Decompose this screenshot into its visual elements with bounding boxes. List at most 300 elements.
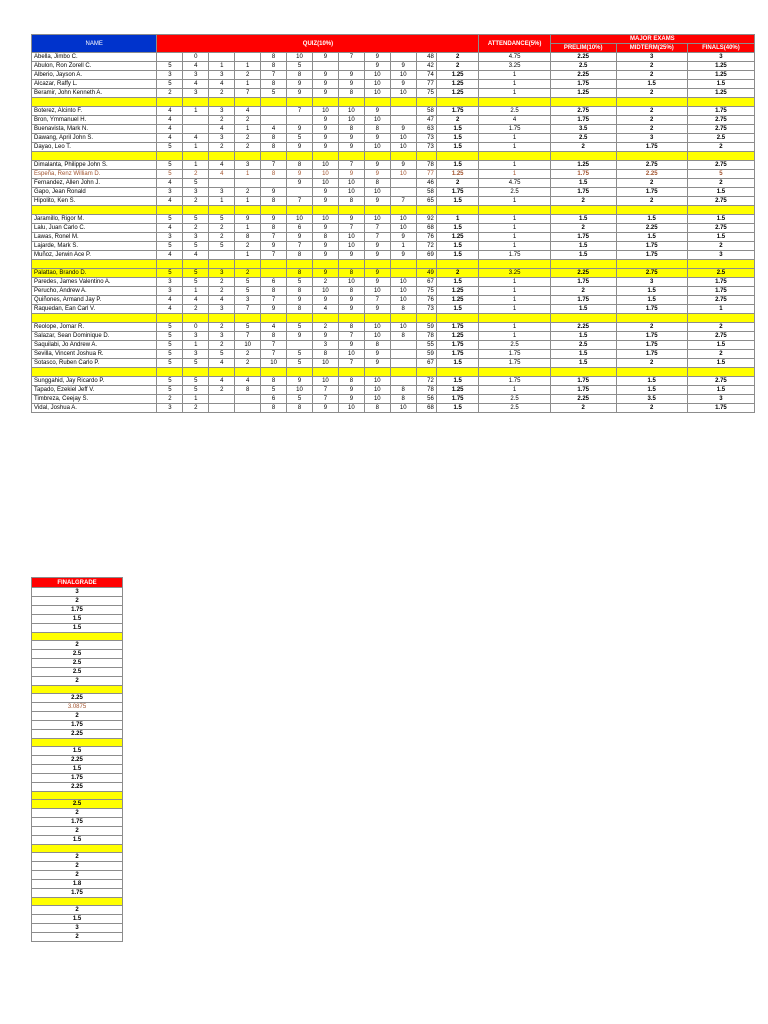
quiz-score: 10	[390, 404, 416, 413]
quiz-score: 1	[235, 197, 261, 206]
quiz-grade: 2	[436, 269, 479, 278]
quiz-score: 2	[157, 395, 183, 404]
prelim-grade: 3.5	[550, 125, 616, 134]
quiz-score: 7	[287, 242, 313, 251]
quiz-score: 8	[287, 269, 313, 278]
quiz-score: 10	[312, 107, 338, 116]
final-grade-value	[32, 686, 123, 694]
quiz-score: 7	[364, 233, 390, 242]
separator-cell	[436, 368, 479, 377]
quiz-score: 10	[338, 107, 364, 116]
quiz-score: 2	[209, 224, 235, 233]
quiz-score: 7	[261, 233, 287, 242]
quiz-score: 9	[287, 377, 313, 386]
quiz-total: 78	[416, 386, 436, 395]
final-grade-value: 1.75	[32, 606, 123, 615]
quiz-total: 72	[416, 377, 436, 386]
quiz-score: 10	[287, 386, 313, 395]
separator-cell	[550, 260, 616, 269]
quiz-score: 4	[157, 179, 183, 188]
final-grade-value: 1.5	[32, 747, 123, 756]
quiz-score: 10	[364, 386, 390, 395]
quiz-grade: 1.25	[436, 71, 479, 80]
student-row	[32, 197, 755, 206]
final-grade-row	[32, 615, 123, 624]
quiz-total: 63	[416, 125, 436, 134]
student-row	[32, 341, 755, 350]
student-row	[32, 89, 755, 98]
quiz-score: 8	[338, 323, 364, 332]
quiz-score: 3	[183, 350, 209, 359]
midterm-grade: 3	[616, 53, 687, 62]
student-row	[32, 62, 755, 71]
quiz-score: 9	[364, 359, 390, 368]
quiz-score: 2	[183, 404, 209, 413]
separator-cell	[32, 98, 157, 107]
prelim-grade: 1.25	[550, 161, 616, 170]
final-grade-value: 1.5	[32, 765, 123, 774]
quiz-total: 56	[416, 395, 436, 404]
final-grade-separator	[32, 792, 123, 800]
quiz-grade: 1.25	[436, 233, 479, 242]
separator-cell	[32, 260, 157, 269]
prelim-header: PRELIM(10%)	[550, 44, 616, 53]
midterm-grade: 1.75	[616, 305, 687, 314]
quiz-score	[390, 53, 416, 62]
quiz-score	[390, 269, 416, 278]
finals-grade: 2.75	[687, 296, 754, 305]
final-grade-separator	[32, 845, 123, 853]
quiz-score: 2	[235, 242, 261, 251]
separator-cell	[32, 368, 157, 377]
prelim-grade: 1.75	[550, 80, 616, 89]
quiz-score: 8	[261, 197, 287, 206]
quiz-score: 5	[183, 242, 209, 251]
student-name: Alcazar, Raffy L.	[32, 80, 157, 89]
quiz-score: 5	[157, 323, 183, 332]
quiz-score: 5	[157, 242, 183, 251]
quiz-score: 9	[261, 188, 287, 197]
quiz-score: 7	[261, 161, 287, 170]
student-name: Jaramillo, Rigor M.	[32, 215, 157, 224]
final-grade-value: 1.75	[32, 721, 123, 730]
name-header: NAME	[32, 35, 157, 53]
finals-grade: 2.5	[687, 269, 754, 278]
quiz-score: 6	[287, 224, 313, 233]
final-grade-row	[32, 836, 123, 845]
separator-cell	[183, 152, 209, 161]
final-grade-row	[32, 624, 123, 633]
quiz-score	[390, 359, 416, 368]
finals-grade: 2.75	[687, 332, 754, 341]
quiz-total: 68	[416, 404, 436, 413]
student-name: Abulon, Ron Zorell C.	[32, 62, 157, 71]
quiz-score: 10	[364, 188, 390, 197]
separator-cell	[436, 260, 479, 269]
final-grade-row	[32, 853, 123, 862]
student-name: Sunggahid, Jay Ricardo P.	[32, 377, 157, 386]
prelim-grade: 1.5	[550, 242, 616, 251]
quiz-total: 72	[416, 242, 436, 251]
quiz-score: 8	[261, 224, 287, 233]
midterm-grade: 1.5	[616, 80, 687, 89]
quiz-score: 6	[261, 395, 287, 404]
quiz-score: 9	[287, 125, 313, 134]
final-grade-row	[32, 765, 123, 774]
midterm-grade: 2	[616, 125, 687, 134]
quiz-score	[261, 179, 287, 188]
quiz-score: 5	[287, 62, 313, 71]
quiz-score: 9	[338, 170, 364, 179]
quiz-grade: 1.25	[436, 386, 479, 395]
separator-cell	[436, 314, 479, 323]
final-grade-row	[32, 721, 123, 730]
quiz-score	[183, 116, 209, 125]
student-name: Reolope, Jomar R.	[32, 323, 157, 332]
quiz-score: 5	[261, 386, 287, 395]
quiz-score: 8	[261, 332, 287, 341]
finals-grade: 1.5	[687, 80, 754, 89]
final-grade-row	[32, 800, 123, 809]
final-grade-value: 1.75	[32, 774, 123, 783]
quiz-score: 9	[261, 242, 287, 251]
separator-cell	[616, 368, 687, 377]
quiz-score: 10	[364, 80, 390, 89]
quiz-grade: 2	[436, 179, 479, 188]
separator-cell	[390, 260, 416, 269]
midterm-header: MIDTERM(25%)	[616, 44, 687, 53]
prelim-grade: 2.25	[550, 269, 616, 278]
quiz-score: 5	[157, 62, 183, 71]
separator-cell	[436, 98, 479, 107]
quiz-total: 75	[416, 287, 436, 296]
final-grade-value: 2.25	[32, 756, 123, 765]
quiz-grade: 1.25	[436, 332, 479, 341]
final-grade-value: 3	[32, 588, 123, 597]
quiz-score: 8	[261, 134, 287, 143]
prelim-grade: 2.5	[550, 341, 616, 350]
attendance-grade: 1.75	[479, 377, 550, 386]
prelim-grade: 1.5	[550, 359, 616, 368]
quiz-score: 10	[364, 215, 390, 224]
attendance-grade: 1	[479, 143, 550, 152]
midterm-grade: 1.75	[616, 350, 687, 359]
quiz-score	[390, 107, 416, 116]
quiz-score: 5	[157, 215, 183, 224]
separator-cell	[479, 314, 550, 323]
quiz-grade: 1.5	[436, 404, 479, 413]
quiz-score: 5	[183, 215, 209, 224]
quiz-score: 9	[338, 134, 364, 143]
final-grade-header-row	[32, 578, 123, 588]
quiz-grade: 2	[436, 53, 479, 62]
quiz-total: 78	[416, 332, 436, 341]
student-row	[32, 332, 755, 341]
separator-cell	[235, 98, 261, 107]
midterm-grade: 2.25	[616, 224, 687, 233]
quiz-score: 8	[364, 404, 390, 413]
separator-cell	[416, 152, 436, 161]
student-row	[32, 125, 755, 134]
student-name: Perucho, Andrew A.	[32, 287, 157, 296]
final-grade-row	[32, 650, 123, 659]
student-name: Dawang, April John S.	[32, 134, 157, 143]
quiz-grade: 1.5	[436, 134, 479, 143]
midterm-grade: 2.75	[616, 269, 687, 278]
quiz-score: 2	[183, 305, 209, 314]
quiz-score: 4	[157, 224, 183, 233]
quiz-grade: 1.75	[436, 188, 479, 197]
prelim-grade: 1.75	[550, 116, 616, 125]
student-name: Lawas, Ronel M.	[32, 233, 157, 242]
student-name: Tapado, Ezekiel Jeff V.	[32, 386, 157, 395]
final-grade-row	[32, 606, 123, 615]
quiz-score	[209, 179, 235, 188]
attendance-grade: 1	[479, 134, 550, 143]
quiz-total: 75	[416, 89, 436, 98]
quiz-grade: 1.5	[436, 251, 479, 260]
separator-cell	[338, 368, 364, 377]
quiz-score: 8	[338, 125, 364, 134]
prelim-grade: 2.25	[550, 53, 616, 62]
quiz-grade: 1.5	[436, 125, 479, 134]
final-grade-row	[32, 703, 123, 712]
midterm-grade: 1.5	[616, 215, 687, 224]
quiz-score	[209, 53, 235, 62]
separator-cell	[364, 152, 390, 161]
group-separator-row	[32, 314, 755, 323]
attendance-grade: 1	[479, 296, 550, 305]
student-name: Buenavista, Mark N.	[32, 125, 157, 134]
quiz-score	[183, 125, 209, 134]
quiz-score	[261, 116, 287, 125]
finals-grade: 1.25	[687, 62, 754, 71]
separator-cell	[261, 368, 287, 377]
final-grade-row	[32, 906, 123, 915]
prelim-grade: 1.5	[550, 305, 616, 314]
separator-cell	[479, 152, 550, 161]
quiz-score: 9	[364, 134, 390, 143]
quiz-score: 9	[338, 143, 364, 152]
quiz-score: 7	[235, 332, 261, 341]
quiz-score: 10	[364, 377, 390, 386]
quiz-score: 2	[235, 134, 261, 143]
quiz-score: 9	[364, 62, 390, 71]
quiz-score: 2	[235, 188, 261, 197]
quiz-score: 9	[287, 89, 313, 98]
final-grade-value: 2.25	[32, 694, 123, 703]
quiz-score: 5	[209, 350, 235, 359]
quiz-score	[235, 404, 261, 413]
prelim-grade: 2.25	[550, 395, 616, 404]
final-grade-value: 2	[32, 906, 123, 915]
quiz-score: 5	[157, 143, 183, 152]
prelim-grade: 1.75	[550, 296, 616, 305]
student-name: Paredes, James Valentino A.	[32, 278, 157, 287]
separator-cell	[390, 314, 416, 323]
quiz-header: QUIZ(10%)	[157, 35, 479, 53]
quiz-score: 9	[364, 197, 390, 206]
quiz-score: 4	[209, 296, 235, 305]
quiz-score: 9	[287, 233, 313, 242]
quiz-grade: 2	[436, 62, 479, 71]
quiz-score: 5	[157, 332, 183, 341]
quiz-score: 10	[338, 179, 364, 188]
quiz-score: 8	[390, 305, 416, 314]
midterm-grade: 3.5	[616, 395, 687, 404]
student-name: Alberio, Jayson A.	[32, 71, 157, 80]
quiz-score: 2	[235, 71, 261, 80]
separator-cell	[312, 368, 338, 377]
student-row	[32, 170, 755, 179]
separator-cell	[550, 98, 616, 107]
quiz-score: 2	[312, 278, 338, 287]
quiz-score: 8	[235, 233, 261, 242]
midterm-grade: 2	[616, 359, 687, 368]
student-row	[32, 359, 755, 368]
separator-cell	[32, 152, 157, 161]
quiz-score: 2	[209, 116, 235, 125]
prelim-grade: 1.5	[550, 350, 616, 359]
quiz-score: 9	[338, 341, 364, 350]
quiz-grade: 1.5	[436, 359, 479, 368]
quiz-score: 9	[312, 116, 338, 125]
quiz-score: 8	[261, 404, 287, 413]
separator-cell	[261, 206, 287, 215]
finals-grade: 2.75	[687, 197, 754, 206]
quiz-score: 2	[183, 197, 209, 206]
quiz-score: 9	[235, 215, 261, 224]
separator-cell	[687, 368, 754, 377]
attendance-grade: 2.5	[479, 188, 550, 197]
quiz-score: 10	[338, 233, 364, 242]
prelim-grade: 1.5	[550, 179, 616, 188]
final-grade-value: 1.75	[32, 889, 123, 898]
attendance-grade: 1	[479, 197, 550, 206]
quiz-score: 9	[312, 89, 338, 98]
separator-cell	[287, 206, 313, 215]
quiz-score: 10	[338, 278, 364, 287]
quiz-score: 10	[364, 116, 390, 125]
quiz-grade: 1.25	[436, 287, 479, 296]
separator-cell	[157, 314, 183, 323]
midterm-grade: 1.5	[616, 377, 687, 386]
quiz-score: 8	[287, 71, 313, 80]
quiz-score: 5	[287, 359, 313, 368]
final-grade-table	[31, 577, 123, 942]
separator-cell	[687, 98, 754, 107]
final-grade-value: 3	[32, 924, 123, 933]
finals-grade: 2	[687, 350, 754, 359]
quiz-grade: 1.75	[436, 107, 479, 116]
quiz-score: 3	[209, 134, 235, 143]
quiz-total: 69	[416, 251, 436, 260]
student-name: Timbreza, Ceejay S.	[32, 395, 157, 404]
student-name: Dayao, Leo T.	[32, 143, 157, 152]
group-separator-row	[32, 206, 755, 215]
quiz-score: 4	[183, 80, 209, 89]
final-grade-value: 1.8	[32, 880, 123, 889]
quiz-score: 9	[390, 80, 416, 89]
separator-cell	[261, 98, 287, 107]
quiz-score: 5	[261, 89, 287, 98]
separator-cell	[390, 98, 416, 107]
prelim-grade: 1.75	[550, 386, 616, 395]
quiz-score	[287, 341, 313, 350]
finals-grade: 1.5	[687, 341, 754, 350]
quiz-grade: 1.5	[436, 143, 479, 152]
separator-cell	[550, 314, 616, 323]
quiz-score: 8	[364, 179, 390, 188]
final-grade-row	[32, 694, 123, 703]
prelim-grade: 2	[550, 224, 616, 233]
quiz-total: 48	[416, 53, 436, 62]
student-name: Abella, Jimbo C.	[32, 53, 157, 62]
student-row	[32, 71, 755, 80]
separator-cell	[183, 368, 209, 377]
quiz-score: 10	[364, 323, 390, 332]
separator-cell	[235, 368, 261, 377]
quiz-grade: 1.25	[436, 296, 479, 305]
quiz-score: 10	[390, 278, 416, 287]
quiz-score: 1	[209, 197, 235, 206]
quiz-score: 9	[364, 269, 390, 278]
separator-cell	[416, 206, 436, 215]
quiz-score: 9	[287, 296, 313, 305]
final-grade-row	[32, 597, 123, 606]
quiz-score: 5	[235, 287, 261, 296]
prelim-grade: 1.75	[550, 278, 616, 287]
prelim-grade: 1.5	[550, 251, 616, 260]
quiz-score: 5	[157, 80, 183, 89]
separator-cell	[235, 260, 261, 269]
attendance-grade: 1.75	[479, 251, 550, 260]
midterm-grade: 2	[616, 323, 687, 332]
prelim-grade: 1.75	[550, 233, 616, 242]
separator-cell	[550, 206, 616, 215]
finals-grade: 5	[687, 170, 754, 179]
quiz-score: 4	[157, 197, 183, 206]
final-grade-value: 2	[32, 809, 123, 818]
quiz-score: 4	[209, 125, 235, 134]
quiz-score: 4	[157, 116, 183, 125]
separator-cell	[312, 314, 338, 323]
quiz-total: 67	[416, 359, 436, 368]
final-grade-value: 2	[32, 597, 123, 606]
finals-grade: 2.75	[687, 116, 754, 125]
separator-cell	[32, 314, 157, 323]
quiz-grade: 1.5	[436, 278, 479, 287]
student-name: Vidal, Joshua A.	[32, 404, 157, 413]
final-grade-row	[32, 933, 123, 942]
quiz-score: 10	[364, 143, 390, 152]
final-grade-separator	[32, 739, 123, 747]
finals-grade: 3	[687, 53, 754, 62]
student-name: Raquedan, Ean Carl V.	[32, 305, 157, 314]
quiz-score: 4	[261, 323, 287, 332]
quiz-score: 4	[312, 305, 338, 314]
student-row	[32, 215, 755, 224]
student-row	[32, 116, 755, 125]
final-grade-value: 2	[32, 933, 123, 942]
quiz-score: 3	[183, 89, 209, 98]
quiz-score: 4	[261, 125, 287, 134]
quiz-score: 10	[390, 287, 416, 296]
midterm-grade: 2	[616, 62, 687, 71]
quiz-score: 9	[312, 197, 338, 206]
quiz-score: 3	[209, 332, 235, 341]
student-name: Boterez, Alcinto F.	[32, 107, 157, 116]
